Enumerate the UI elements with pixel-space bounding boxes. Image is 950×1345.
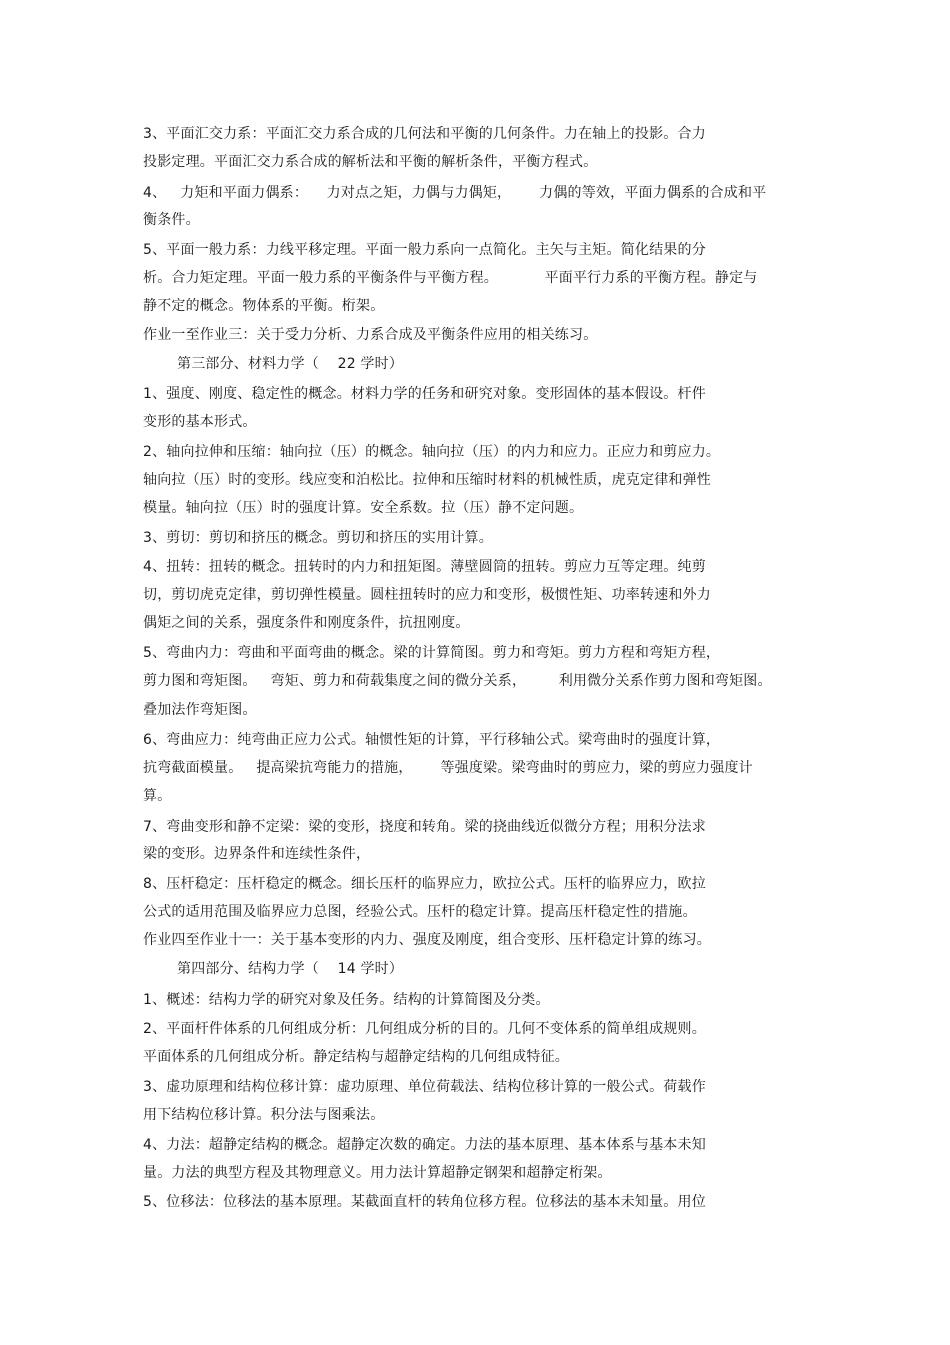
text-line: 2、平面杆件体系的几何组成分析：几何组成分析的目的。几何不变体系的简单组成规则。 <box>143 1021 706 1037</box>
text-line: 5、平面一般力系：力线平移定理。平面一般力系向一点简化。主矢与主矩。简化结果的分 <box>143 242 706 258</box>
text-line: 公式的适用范围及临界应力总图，经验公式。压杆的稳定计算。提高压杆稳定性的措施。 <box>143 904 697 920</box>
text-line: 1、概述：结构力学的研究对象及任务。结构的计算简图及分类。 <box>143 992 550 1008</box>
text-line: 抗弯截面模量。 提高梁抗弯能力的措施， 等强度梁。梁弯曲时的剪应力，梁的剪应力强度计 <box>143 760 753 776</box>
text-line: 用下结构位移计算。积分法与图乘法。 <box>143 1107 385 1123</box>
text-line: 变形的基本形式。 <box>143 414 257 430</box>
text-line: 偶矩之间的关系，强度条件和刚度条件，抗扭刚度。 <box>143 615 470 631</box>
text-line: 3、虚功原理和结构位移计算：虚功原理、单位荷载法、结构位移计算的一般公式。荷载作 <box>143 1079 706 1095</box>
text-line: 6、弯曲应力：纯弯曲正应力公式。轴惯性矩的计算，平行移轴公式。梁弯曲时的强度计算， <box>143 732 721 748</box>
text-line: 模量。轴向拉（压）时的强度计算。安全系数。拉（压）静不定问题。 <box>143 500 584 516</box>
text-line: 3、平面汇交力系：平面汇交力系合成的几何法和平衡的几何条件。力在轴上的投影。合力 <box>143 126 706 142</box>
text-line: 析。合力矩定理。平面一般力系的平衡条件与平衡方程。 平面平行力系的平衡方程。静定与 <box>143 270 758 286</box>
text-line: 1、强度、刚度、稳定性的概念。材料力学的任务和研究对象。变形固体的基本假设。杆件 <box>143 386 706 402</box>
text-line: 量。力法的典型方程及其物理意义。用力法计算超静定钢架和超静定桁架。 <box>143 1165 612 1181</box>
text-line: 2、轴向拉伸和压缩：轴向拉（压）的概念。轴向拉（压）的内力和应力。正应力和剪应力。 <box>143 444 721 460</box>
text-line: 剪力图和弯矩图。 弯矩、剪力和荷载集度之间的微分关系， 利用微分关系作剪力图和弯矩图。 <box>143 673 772 689</box>
text-line: 投影定理。平面汇交力系合成的解析法和平衡的解析条件，平衡方程式。 <box>143 154 598 170</box>
text-line: 7、弯曲变形和静不定梁：梁的变形，挠度和转角。梁的挠曲线近似微分方程；用积分法求 <box>143 819 706 835</box>
section-heading-structures: 第四部分、结构力学（ 14 学时） <box>177 961 404 977</box>
text-line: 作业一至作业三：关于受力分析、力系合成及平衡条件应用的相关练习。 <box>143 327 598 343</box>
text-line: 叠加法作弯矩图。 <box>143 702 257 718</box>
text-line: 8、压杆稳定：压杆稳定的概念。细长压杆的临界应力，欧拉公式。压杆的临界应力，欧拉 <box>143 876 706 892</box>
section-heading-materials: 第三部分、材料力学（ 22 学时） <box>177 356 404 372</box>
text-line: 4、 力矩和平面力偶系： 力对点之矩，力偶与力偶矩， 力偶的等效，平面力偶系的合成和平 <box>143 185 767 201</box>
text-line: 作业四至作业十一：关于基本变形的内力、强度及刚度，组合变形、压杆稳定计算的练习。 <box>143 932 711 948</box>
text-line: 5、弯曲内力：弯曲和平面弯曲的概念。梁的计算简图。剪力和弯矩。剪力方程和弯矩方程， <box>143 645 721 661</box>
text-line: 5、位移法：位移法的基本原理。某截面直杆的转角位移方程。位移法的基本未知量。用位 <box>143 1194 706 1210</box>
text-line: 4、扭转：扭转的概念。扭转时的内力和扭矩图。薄壁圆筒的扭转。剪应力互等定理。纯剪 <box>143 559 706 575</box>
text-line: 4、力法：超静定结构的概念。超静定次数的确定。力法的基本原理、基本体系与基本未知 <box>143 1137 706 1153</box>
text-line: 轴向拉（压）时的变形。线应变和泊松比。拉伸和压缩时材料的机械性质，虎克定律和弹性 <box>143 472 711 488</box>
text-line: 算。 <box>143 788 172 804</box>
text-line: 梁的变形。边界条件和连续性条件， <box>143 846 371 862</box>
text-line: 切，剪切虎克定律，剪切弹性模量。圆柱扭转时的应力和变形，极惯性矩、功率转速和外力 <box>143 587 711 603</box>
text-line: 静不定的概念。物体系的平衡。桁架。 <box>143 298 385 314</box>
text-line: 3、剪切：剪切和挤压的概念。剪切和挤压的实用计算。 <box>143 530 493 546</box>
text-line: 衡条件。 <box>143 212 200 228</box>
text-line: 平面体系的几何组成分析。静定结构与超静定结构的几何组成特征。 <box>143 1049 569 1065</box>
